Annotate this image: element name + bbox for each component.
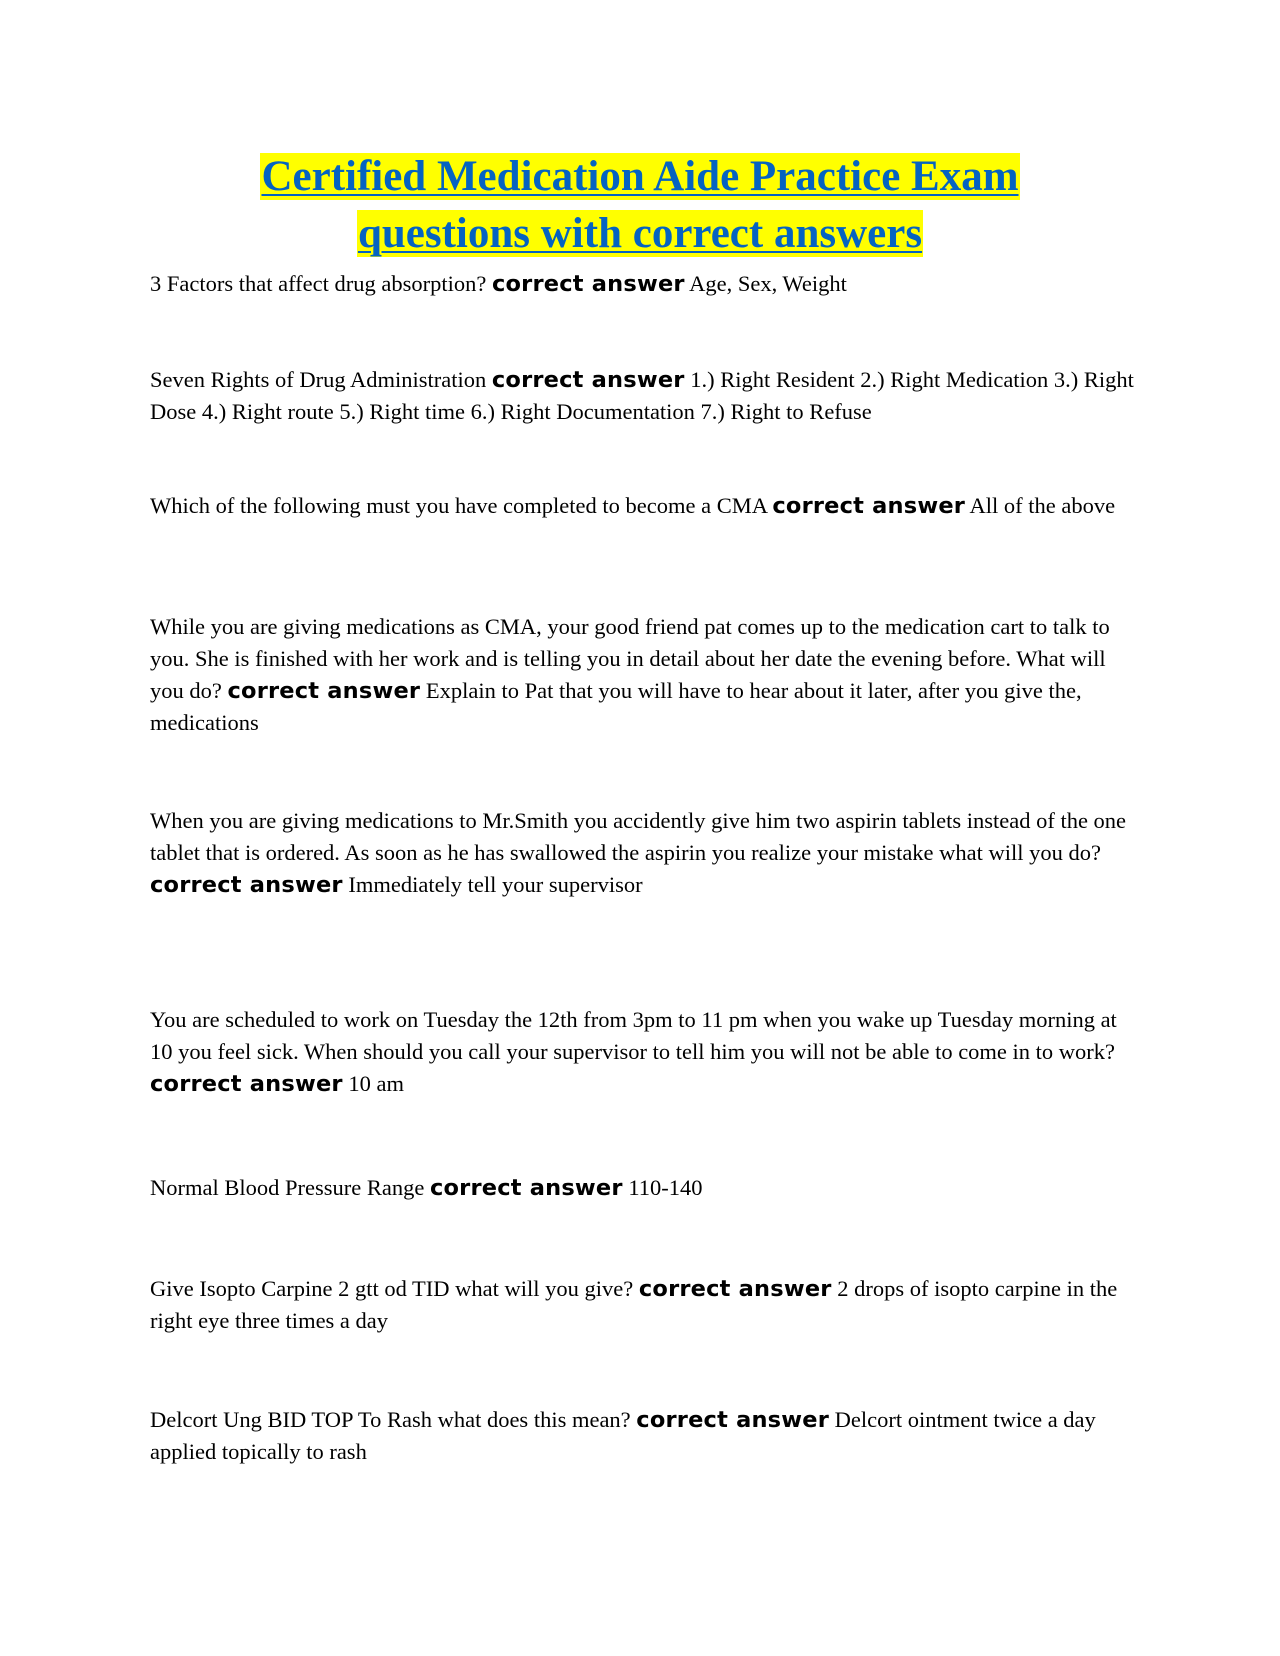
answer-text: All of the above: [969, 493, 1116, 518]
title-line-2[interactable]: questions with correct answers: [357, 210, 923, 257]
question-text: 3 Factors that affect drug absorption?: [150, 271, 487, 296]
correct-answer-label: correct answer: [638, 1276, 832, 1302]
correct-answer-label: correct answer: [772, 493, 966, 519]
answer-text: 110-140: [628, 1175, 703, 1200]
question-text: Delcort Ung BID TOP To Rash what does this mean?: [150, 1407, 631, 1432]
qa-item-8: [150, 1273, 1140, 1337]
question-text: While you are giving medications as CMA, your good friend pat comes up to the medication cart to talk to you. She is finished with her work and is telling you in detail about her date the evening before. What will you do?: [150, 614, 1110, 703]
question-text: When you are giving medications to Mr.Smith you accidently give him two aspirin tablets instead of the one tablet that is ordered. As soon as he has swallowed the aspirin you realize your mistake what will you do?: [150, 808, 1127, 865]
answer-text: Explain to Pat that you will have to hear about it later, after you give the, medications: [150, 678, 1082, 735]
answer-text: Age, Sex, Weight: [689, 271, 847, 296]
correct-answer-label: correct answer: [636, 1407, 830, 1433]
answer-text: 10 am: [348, 1071, 404, 1096]
qa-item-3: [150, 490, 1140, 522]
answer-text: Delcort ointment twice a day applied topically to rash: [150, 1407, 1096, 1464]
qa-item-6: [150, 1004, 1140, 1100]
correct-answer-label: correct answer: [227, 678, 421, 704]
title-line-1[interactable]: Certified Medication Aide Practice Exam: [261, 153, 1019, 200]
question-text: Give Isopto Carpine 2 gtt od TID what will you give?: [150, 1276, 634, 1301]
question-text: Normal Blood Pressure Range: [150, 1175, 425, 1200]
document-title: [150, 148, 1130, 262]
answer-text: 1.) Right Resident 2.) Right Medication 3.) Right Dose 4.) Right route 5.) Right time 6.) Right Documentation 7.) Right to Refuse: [150, 367, 1134, 424]
qa-item-5: [150, 805, 1140, 901]
qa-item-7: [150, 1172, 1140, 1204]
correct-answer-label: correct answer: [150, 872, 343, 898]
correct-answer-label: correct answer: [491, 271, 685, 297]
correct-answer-label: correct answer: [429, 1175, 623, 1201]
qa-item-1: [150, 268, 1140, 300]
answer-text: Immediately tell your supervisor: [348, 872, 643, 897]
answer-text: 2 drops of isopto carpine in the right eye three times a day: [150, 1276, 1118, 1333]
question-text: Seven Rights of Drug Administration: [150, 367, 487, 392]
question-text: Which of the following must you have completed to become a CMA: [150, 493, 767, 518]
correct-answer-label: correct answer: [150, 1071, 343, 1097]
correct-answer-label: correct answer: [491, 367, 685, 393]
qa-item-9: [150, 1404, 1140, 1468]
qa-item-4: [150, 611, 1140, 739]
qa-item-2: [150, 364, 1140, 428]
question-text: You are scheduled to work on Tuesday the 12th from 3pm to 11 pm when you wake up Tuesday morning at 10 you feel sick. When should you call your supervisor to tell him you will not be able to come in to work?: [150, 1007, 1117, 1064]
